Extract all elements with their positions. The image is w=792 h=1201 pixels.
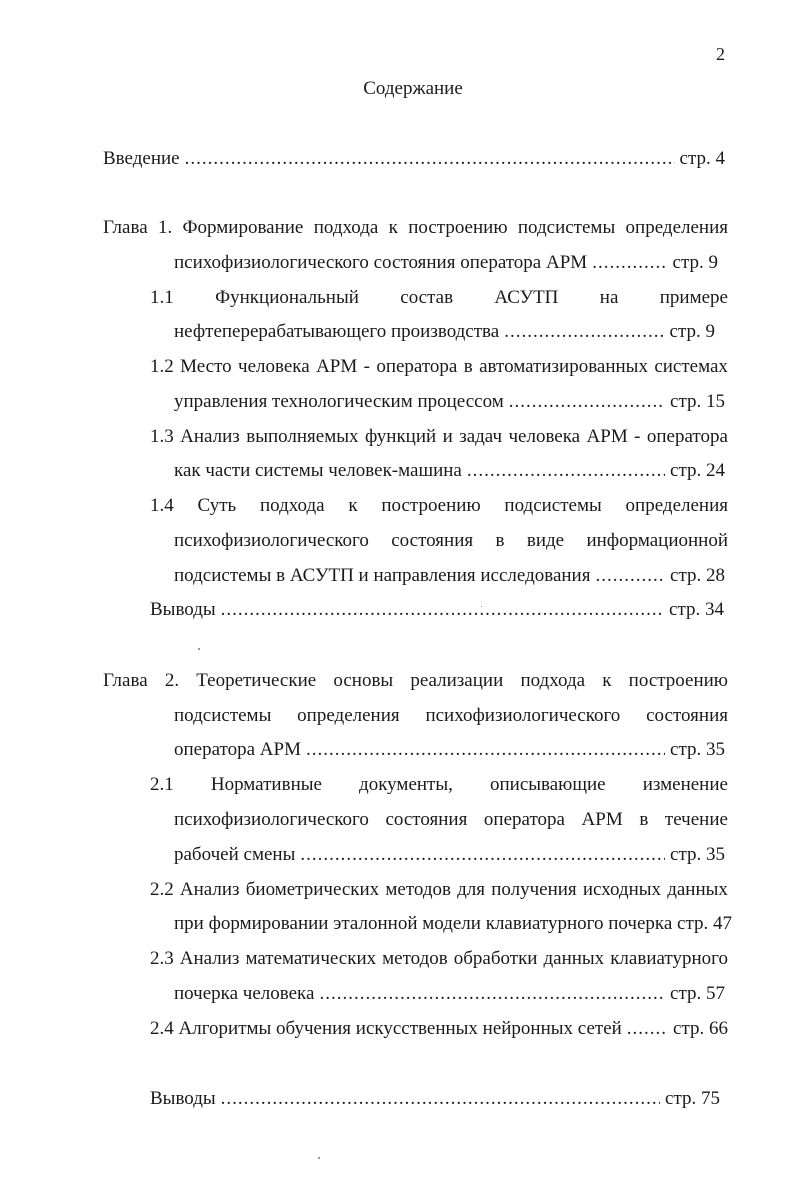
word: определения (625, 217, 728, 238)
s1-1-line2 (174, 320, 715, 346)
s1-3-line2 (174, 459, 725, 485)
s1-4-line1 (150, 494, 728, 520)
leader-dots (627, 1017, 668, 1043)
word: АРМ (586, 426, 628, 447)
word: к (348, 495, 358, 516)
word: обработки (453, 948, 538, 969)
toc-label: Введение (103, 148, 180, 169)
word: подхода (313, 217, 379, 238)
word: 1.2 (150, 356, 174, 377)
word: изменение (642, 774, 728, 795)
word: к (602, 670, 612, 691)
toc-page: стр. 57 (670, 983, 725, 1004)
toc-label: нефтеперерабатывающего производства (174, 321, 500, 342)
toc-entry-chapter1-conclusions[interactable] (150, 598, 724, 624)
s1-4-line3 (174, 564, 725, 590)
word: основы (333, 670, 394, 691)
word: данных (667, 879, 728, 900)
word: построению (628, 670, 728, 691)
word: на (599, 287, 619, 308)
word: подсистемы (504, 495, 602, 516)
word: АРМ (581, 809, 623, 830)
word: системах (654, 356, 728, 377)
leader-dots (185, 147, 675, 173)
word: в (463, 356, 473, 377)
word: определения (625, 495, 728, 516)
word: виде (526, 530, 565, 551)
word: Нормативные (210, 774, 322, 795)
word: в (639, 809, 649, 830)
word: Суть (197, 495, 237, 516)
word: 1. (157, 217, 173, 238)
leader-dots (300, 843, 665, 869)
toc-page: стр. 15 (670, 391, 725, 412)
s1-2-line2 (174, 390, 725, 416)
word: состояния (391, 530, 474, 551)
word: АРМ (316, 356, 358, 377)
word: построению (408, 217, 508, 238)
word: 2.1 (150, 774, 174, 795)
word: оператора (646, 426, 728, 447)
word: Глава (103, 217, 148, 238)
toc-label: 2.4 Алгоритмы обучения искусственных нейронных сетей (150, 1018, 622, 1039)
word: 2.3 (150, 948, 174, 969)
chapter2-line1 (103, 669, 728, 695)
word: течение (664, 809, 728, 830)
word: Теоретические (196, 670, 317, 691)
toc-label: как части системы человек-машина (174, 460, 462, 481)
word: человека (238, 356, 310, 377)
page-number: 2 (716, 44, 725, 64)
toc-page: стр. 9 (669, 321, 715, 342)
word: математических (245, 948, 377, 969)
s2-1-line2 (174, 808, 728, 834)
word: психофизиологического (425, 705, 621, 726)
toc-page: стр. 66 (673, 1018, 728, 1039)
toc-label: управления технологическим процессом (174, 391, 504, 412)
chapter1-line2 (174, 251, 718, 277)
word: выполняемых (246, 426, 359, 447)
word: методов (385, 879, 451, 900)
chapter2-line2 (174, 704, 728, 730)
word: построению (381, 495, 481, 516)
word: Формирование (182, 217, 304, 238)
scan-speck (198, 648, 200, 650)
word: человека (508, 426, 581, 447)
toc-label: психофизиологического состояния оператора АРМ (174, 252, 588, 273)
word: документы, (359, 774, 453, 795)
toc-entry-chapter2-conclusions[interactable] (150, 1087, 720, 1113)
leader-dots (504, 320, 664, 346)
leader-dots (221, 1087, 660, 1113)
toc-label: Выводы (150, 599, 216, 620)
word: клавиатурного (610, 948, 728, 969)
word: оператора (483, 809, 565, 830)
word: Место (180, 356, 232, 377)
word: подхода (259, 495, 325, 516)
word: 2. (164, 670, 180, 691)
word: состояния (646, 705, 728, 726)
word: методов (382, 948, 448, 969)
word: для (457, 879, 486, 900)
leader-dots (595, 564, 665, 590)
word: состав (400, 287, 454, 308)
word: 2.2 (150, 879, 174, 900)
word: реализации (410, 670, 504, 691)
leader-dots (509, 390, 665, 416)
word: автоматизированных (479, 356, 648, 377)
s1-3-line1 (150, 425, 728, 451)
toc-label: подсистемы в АСУТП и направления исследования (174, 565, 591, 586)
leader-dots (467, 459, 665, 485)
word: задач (459, 426, 503, 447)
word: - (363, 356, 370, 377)
s2-3-line2 (174, 982, 725, 1008)
chapter2-line3 (174, 738, 725, 764)
word: данных (543, 948, 605, 969)
leader-dots (306, 738, 665, 764)
toc-page: стр. 35 (670, 844, 725, 865)
word: функций (364, 426, 437, 447)
word: биометрических (245, 879, 380, 900)
s2-2-line1 (150, 878, 728, 904)
chapter1-line1 (103, 216, 728, 242)
leader-dots (319, 982, 665, 1008)
word: состояния (385, 809, 468, 830)
toc-page: стр. 9 (672, 252, 718, 273)
s2-2-line2: при формировании эталонной модели клавиатурного почерка стр. 47 (174, 913, 732, 934)
word: определения (297, 705, 400, 726)
s1-2-line1 (150, 355, 728, 381)
toc-page: стр. 4 (679, 148, 725, 169)
word: Анализ (179, 948, 240, 969)
page-title: Содержание (363, 78, 463, 99)
word: АСУТП (494, 287, 559, 308)
leader-dots (221, 598, 664, 624)
scan-speck (481, 606, 482, 607)
word: примере (659, 287, 728, 308)
toc-entry-2-4[interactable] (150, 1017, 728, 1043)
scan-speck (318, 1157, 320, 1159)
word: Анализ (180, 426, 240, 447)
word: психофизиологического (174, 809, 369, 830)
word: подхода (520, 670, 586, 691)
word: оператора (376, 356, 458, 377)
word: Анализ (179, 879, 240, 900)
word: в (495, 530, 505, 551)
word: к (388, 217, 398, 238)
s1-1-line1 (150, 286, 728, 312)
word: и (442, 426, 453, 447)
word: Глава (103, 670, 148, 691)
s1-4-line2 (174, 529, 728, 555)
word: информационной (586, 530, 728, 551)
word: исходных (582, 879, 662, 900)
word: психофизиологического (174, 530, 369, 551)
word: подсистемы (517, 217, 616, 238)
toc-label: оператора АРМ (174, 739, 301, 760)
toc-label: Выводы (150, 1088, 216, 1109)
toc-page: стр. 34 (669, 599, 724, 620)
toc-label: рабочей смены (174, 844, 296, 865)
toc-page: стр. 28 (670, 565, 725, 586)
toc-page: стр. 35 (670, 739, 725, 760)
word: описывающие (489, 774, 606, 795)
word: 1.4 (150, 495, 174, 516)
word: подсистемы (174, 705, 272, 726)
word: Функциональный (215, 287, 359, 308)
s2-1-line1 (150, 773, 728, 799)
word: 1.3 (150, 426, 174, 447)
toc-label: почерка человека (174, 983, 315, 1004)
toc-page: стр. 75 (665, 1088, 720, 1109)
s2-1-line3 (174, 843, 725, 869)
word: получения (491, 879, 577, 900)
leader-dots (592, 251, 667, 277)
word: - (634, 426, 641, 447)
toc-page: стр. 24 (670, 460, 725, 481)
toc-entry-intro[interactable] (103, 147, 725, 173)
s2-3-line1 (150, 947, 728, 973)
word: 1.1 (150, 287, 174, 308)
